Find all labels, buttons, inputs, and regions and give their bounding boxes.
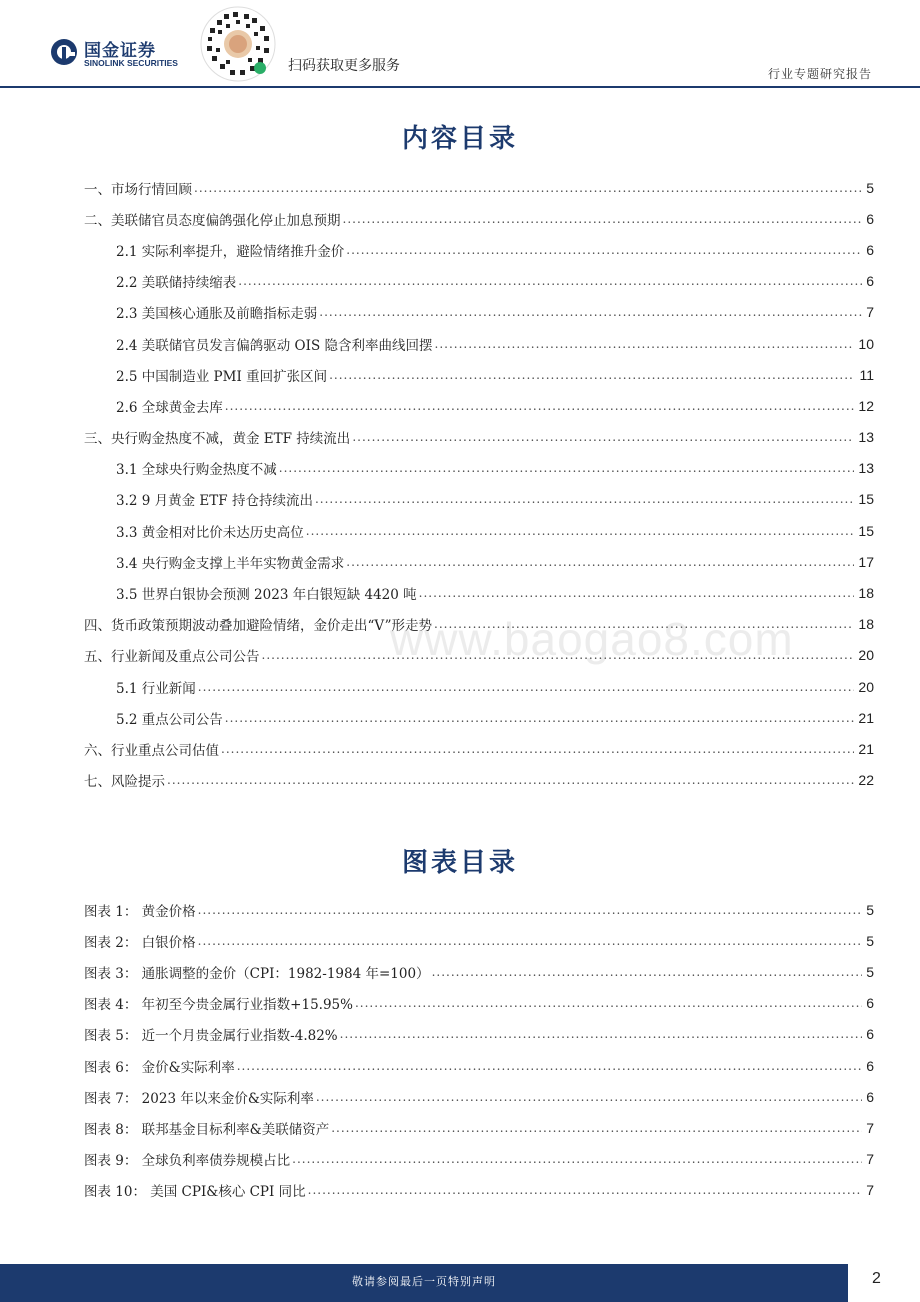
toc-entry[interactable] [84,359,874,390]
toc-entry-page: 21 [858,740,874,757]
figure-leader-dots [316,1090,862,1104]
figure-entry-page: 7 [866,1182,874,1199]
toc-entry-label: 六、行业重点公司估值 [84,742,219,759]
page-number: 2 [872,1270,881,1287]
toc-entry-label: 3.4 央行购金支撑上半年实物黄金需求 [116,555,345,572]
header-divider [0,86,920,88]
figure-entry-page: 6 [866,1057,874,1074]
toc-leader-dots [343,212,863,226]
toc-entry-page: 6 [866,273,874,290]
figure-entry[interactable] [84,988,874,1019]
toc-entry[interactable] [84,328,874,359]
figure-entry-page: 7 [866,1119,874,1136]
toc-entry-label: 5.1 行业新闻 [116,680,196,697]
figure-leader-dots [355,996,862,1010]
toc-entry-label: 七、风险提示 [84,774,165,791]
toc-entry[interactable] [84,297,874,328]
toc-entry-label: 四、货币政策预期波动叠加避险情绪，金价走出“V”形走势 [84,618,433,635]
toc-entry-page: 12 [858,397,874,414]
company-logo [50,36,180,72]
toc-entry-label: 3.2 9 月黄金 ETF 持仓持续流出 [116,493,313,510]
toc-entry-page: 20 [858,678,874,695]
figure-entry-label: 图表 3： 通胀调整的金价（CPI：1982-1984 年=100） [84,965,430,982]
figure-leader-dots [432,965,863,979]
figure-leader-dots [340,1027,863,1041]
sinolink-logo-icon [50,38,78,66]
figure-entry-label: 图表 4： 年初至今贵金属行业指数+15.95% [84,997,353,1014]
toc-entry-label: 一、市场行情回顾 [84,181,192,198]
figure-entry-label: 图表 1： 黄金价格 [84,903,196,920]
toc-leader-dots [346,555,854,569]
toc-leader-dots [279,461,855,475]
watermark: www.baogao8.com [390,613,794,665]
toc-entry-page: 7 [866,304,874,321]
logo-english-name: SINOLINK SECURITIES [84,58,178,68]
scan-for-services-text: 扫码获取更多服务 [288,58,400,74]
toc-leader-dots [238,274,862,288]
toc-entry[interactable] [84,453,874,484]
toc-entry-page: 15 [858,491,874,508]
figures-list [84,894,874,1206]
toc-entry-label: 3.1 全球央行购金热度不减 [116,462,277,479]
toc-entry-label: 2.6 全球黄金去库 [116,399,223,416]
toc-entry-label: 五、行业新闻及重点公司公告 [84,649,260,666]
toc-entry-label: 三、央行购金热度不减，黄金 ETF 持续流出 [84,431,351,448]
figure-entry[interactable] [84,956,874,987]
toc-entry-page: 13 [858,429,874,446]
toc-entry-label: 3.3 黄金相对比价未达历史高位 [116,524,304,541]
toc-entry-page: 21 [858,709,874,726]
figure-entry[interactable] [84,894,874,925]
toc-leader-dots [167,773,854,787]
toc-entry[interactable] [84,765,874,796]
figure-leader-dots [198,903,863,917]
toc-entry[interactable] [84,515,874,546]
figure-entry-label: 图表 10： 美国 CPI&核心 CPI 同比 [84,1184,306,1201]
figures-title: 图表目录 [401,848,518,878]
toc-leader-dots [306,524,855,538]
figure-entry-page: 6 [866,1088,874,1105]
toc-leader-dots [435,337,855,351]
figure-leader-dots [292,1152,862,1166]
figure-entry-label: 图表 9： 全球负利率债券规模占比 [84,1153,291,1170]
toc-entry-label: 2.4 美联储官员发言偏鸽驱动 OIS 隐含利率曲线回摆 [116,337,433,354]
toc-entry[interactable] [84,671,874,702]
contents-title: 内容目录 [401,124,518,154]
footer-disclaimer: 敬请参阅最后一页特别声明 [352,1275,496,1288]
toc-entry-page: 18 [858,616,874,633]
figure-entry[interactable] [84,1144,874,1175]
toc-entry[interactable] [84,390,874,421]
figure-entry-page: 5 [866,963,874,980]
toc-leader-dots [346,243,862,257]
figure-entry[interactable] [84,1050,874,1081]
toc-entry-page: 6 [866,241,874,258]
toc-entry[interactable] [84,577,874,608]
figure-entry-page: 6 [866,995,874,1012]
figure-entry-label: 图表 2： 白银价格 [84,934,196,951]
toc-entry-page: 10 [858,335,874,352]
toc-entry-label: 3.5 世界白银协会预测 2023 年白银短缺 4420 吨 [116,587,417,604]
figure-entry-label: 图表 7： 2023 年以来金价&实际利率 [84,1090,314,1107]
toc-entry-label: 二、美联储官员态度偏鸽强化停止加息预期 [84,212,341,229]
toc-entry[interactable] [84,733,874,764]
toc-entry[interactable] [84,422,874,453]
toc-leader-dots [419,586,855,600]
figure-entry[interactable] [84,1175,874,1206]
toc-entry-label: 2.1 实际利率提升，避险情绪推升金价 [116,243,345,260]
figure-leader-dots [198,934,863,948]
toc-leader-dots [352,430,854,444]
contents-list [84,172,874,796]
toc-entry-page: 20 [858,647,874,664]
toc-entry[interactable] [84,172,874,203]
figure-leader-dots [331,1121,862,1135]
toc-entry-page: 13 [858,460,874,477]
toc-entry-label: 2.3 美国核心通胀及前瞻指标走弱 [116,306,318,323]
figure-leader-dots [237,1059,863,1073]
toc-entry-label: 2.5 中国制造业 PMI 重回扩张区间 [116,368,328,385]
toc-entry[interactable] [84,234,874,265]
toc-entry[interactable] [84,203,874,234]
toc-entry-page: 17 [858,553,874,570]
figure-entry-page: 7 [866,1151,874,1168]
qr-code-icon[interactable] [200,6,276,82]
toc-leader-dots [198,680,855,694]
figure-entry-page: 6 [866,1026,874,1043]
toc-leader-dots [225,399,855,413]
toc-entry[interactable] [84,546,874,577]
page-header [0,0,920,86]
toc-leader-dots [319,305,862,319]
figure-entry-label: 图表 5： 近一个月贵金属行业指数-4.82% [84,1028,338,1045]
toc-leader-dots [329,368,855,382]
figure-entry[interactable] [84,1019,874,1050]
toc-leader-dots [315,492,854,506]
toc-entry[interactable] [84,702,874,733]
toc-entry-label: 5.2 重点公司公告 [116,711,223,728]
toc-leader-dots [194,181,862,195]
figure-entry-label: 图表 6： 金价&实际利率 [84,1059,235,1076]
toc-entry-page: 11 [859,366,874,383]
toc-leader-dots [221,742,854,756]
toc-entry-page: 5 [866,179,874,196]
toc-entry-page: 15 [858,522,874,539]
figure-entry[interactable] [84,1081,874,1112]
toc-entry-page: 6 [866,210,874,227]
toc-entry-page: 22 [858,772,874,789]
figure-entry-label: 图表 8： 联邦基金目标利率&美联储资产 [84,1121,330,1138]
toc-entry[interactable] [84,266,874,297]
toc-entry[interactable] [84,484,874,515]
figure-leader-dots [308,1183,863,1197]
figure-entry[interactable] [84,925,874,956]
figure-entry[interactable] [84,1112,874,1143]
report-type-label: 行业专题研究报告 [767,67,872,81]
toc-entry-page: 18 [858,585,874,602]
figure-entry-page: 5 [866,901,874,918]
toc-entry-label: 2.2 美联储持续缩表 [116,275,237,292]
toc-leader-dots [225,711,855,725]
logo-chinese-name: 国金证券 [84,41,156,61]
figure-entry-page: 5 [866,932,874,949]
